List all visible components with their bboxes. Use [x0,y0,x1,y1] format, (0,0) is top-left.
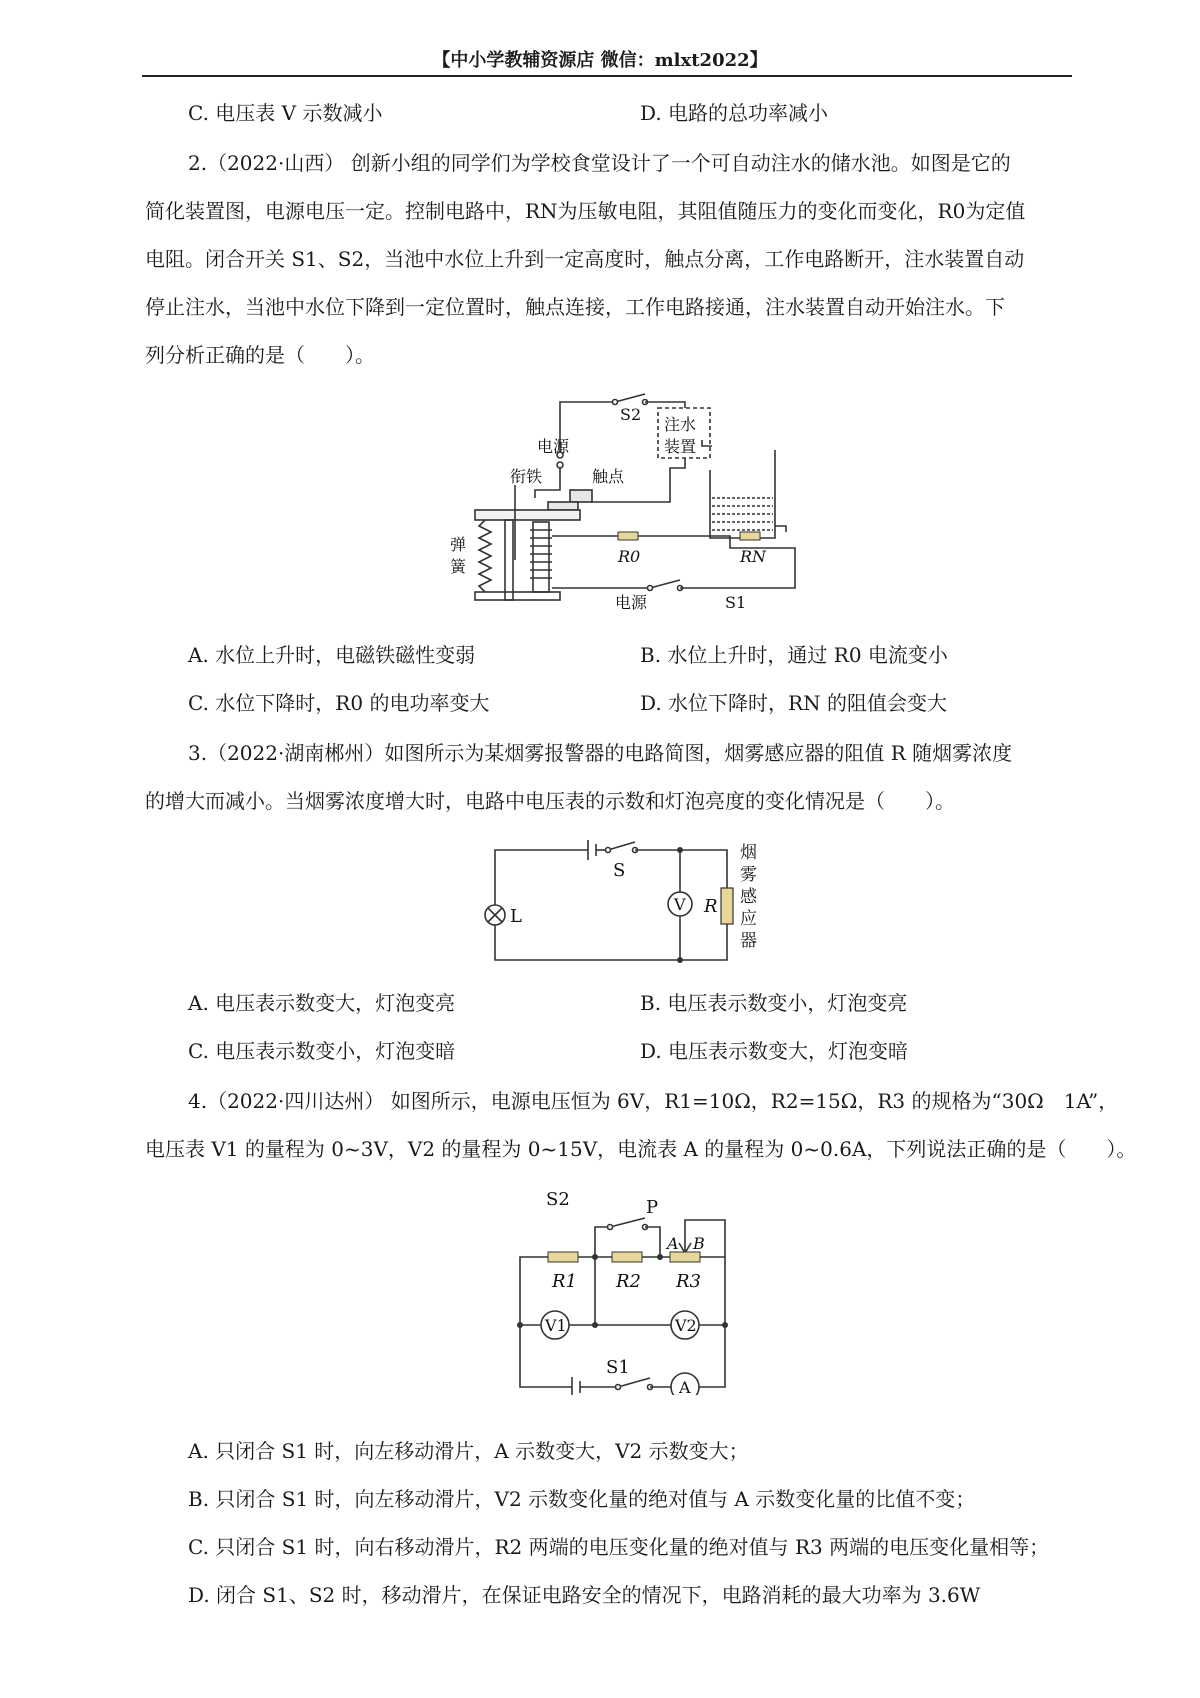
q3-line-2: 的增大而减小。当烟雾浓度增大时，电路中电压表的示数和灯泡亮度的变化情况是（ ）。 [145,789,955,813]
q3-option-a: A. 电压表示数变大，灯泡变亮 [188,991,456,1015]
q2-option-b: B. 水位上升时，通过 R0 电流变小 [640,643,948,667]
q4-fig-s2: S2 [546,1189,570,1210]
q4-fig-b-end: B [693,1234,705,1253]
q4-line-2: 电压表 V1 的量程为 0~3V，V2 的量程为 0~15V，电流表 A 的量程为 0~0.6A，下列说法正确的是（ ）。 [145,1137,1137,1161]
q2-option-d: D. 水位下降时，RN 的阻值会变大 [640,691,947,715]
q4-circuit-figure [510,1175,750,1395]
q4-fig-v1: V1 [545,1316,567,1335]
q4-fig-a-end: A [667,1234,679,1253]
q3-fig-sensor-5: 器 [740,931,757,951]
q2-line-1: 2.（2022·山西） 创新小组的同学们为学校食堂设计了一个可自动注水的储水池。如图是它的 [188,151,1011,175]
header-rule [142,75,1072,77]
q4-line-1: 4.（2022·四川达州） 如图所示，电源电压恒为 6V，R1=10Ω，R2=15Ω，R3 的规格为“30Ω 1A”， [188,1089,1119,1113]
q2-fig-power-top: 电源 [537,437,570,456]
q2-line-4: 停止注水，当池中水位下降到一定位置时，触点连接，工作电路接通，注水装置自动开始注水。下 [145,295,1005,319]
q2-fig-spring-2: 簧 [450,557,467,576]
q3-line-1: 3.（2022·湖南郴州）如图所示为某烟雾报警器的电路简图，烟雾感应器的阻值 R 随烟雾浓度 [188,741,1013,765]
q3-fig-sensor-3: 感 [740,887,757,907]
q2-fig-s1: S1 [725,593,747,612]
q4-option-b: B. 只闭合 S1 时，向左移动滑片，V2 示数变化量的绝对值与 A 示数变化量的比值不变； [188,1487,976,1511]
q2-line-2: 简化装置图，电源电压一定。控制电路中，RN为压敏电阻，其阻值随压力的变化而变化，R0为定值 [145,199,1026,223]
q2-fig-inject-1: 注水 [664,415,697,434]
q2-fig-s2: S2 [620,405,642,424]
q4-fig-r1: R1 [552,1271,578,1292]
q3-fig-sensor-4: 应 [740,909,757,929]
q2-fig-contact: 触点 [592,467,625,486]
q2-circuit-figure [440,390,820,620]
q4-option-a: A. 只闭合 S1 时，向左移动滑片，A 示数变大，V2 示数变大； [188,1439,749,1463]
q2-option-a: A. 水位上升时，电磁铁磁性变弱 [188,643,476,667]
q4-option-c: C. 只闭合 S1 时，向右移动滑片，R2 两端的电压变化量的绝对值与 R3 两端的电压变化量相等； [188,1535,1050,1559]
page-header: 【中小学教辅资源店 微信：mlxt2022】 [432,50,768,71]
q4-fig-r3: R3 [676,1271,702,1292]
q3-fig-sensor-2: 雾 [740,865,757,885]
q3-option-c: C. 电压表示数变小，灯泡变暗 [188,1039,456,1063]
q3-option-d: D. 电压表示数变大，灯泡变暗 [640,1039,909,1063]
q3-fig-sensor-1: 烟 [740,843,757,863]
q2-line-3: 电阻。闭合开关 S1、S2，当池中水位上升到一定高度时，触点分离，工作电路断开，注水装置自动 [145,247,1025,271]
q2-fig-r0: R0 [618,547,641,566]
q3-fig-r: R [704,896,718,917]
q3-fig-l: L [510,906,522,927]
q3-fig-v: V [674,895,686,914]
q2-line-5: 列分析正确的是（ ）。 [145,343,375,367]
q2-fig-armature: 衔铁 [510,467,543,486]
q4-option-d: D. 闭合 S1、S2 时，移动滑片，在保证电路安全的情况下，电路消耗的最大功率为 3.6W [188,1583,981,1607]
q2-fig-spring-1: 弹 [450,535,467,554]
q4-fig-p: P [646,1197,659,1218]
q4-fig-v2: V2 [675,1316,697,1335]
q2-fig-power-bottom: 电源 [615,593,648,612]
q2-fig-rn: RN [740,547,767,566]
q1-option-d: D. 电路的总功率减小 [640,101,829,125]
q2-option-c: C. 水位下降时，R0 的电功率变大 [188,691,490,715]
q3-circuit-figure [480,830,780,970]
q2-fig-inject-2: 装置 [664,437,697,456]
q4-fig-r2: R2 [616,1271,642,1292]
q4-fig-ammeter: A [679,1378,691,1395]
q4-fig-s1: S1 [606,1357,630,1378]
q3-fig-s: S [613,860,626,881]
q1-option-c: C. 电压表 V 示数减小 [188,101,383,125]
q3-option-b: B. 电压表示数变小，灯泡变亮 [640,991,908,1015]
